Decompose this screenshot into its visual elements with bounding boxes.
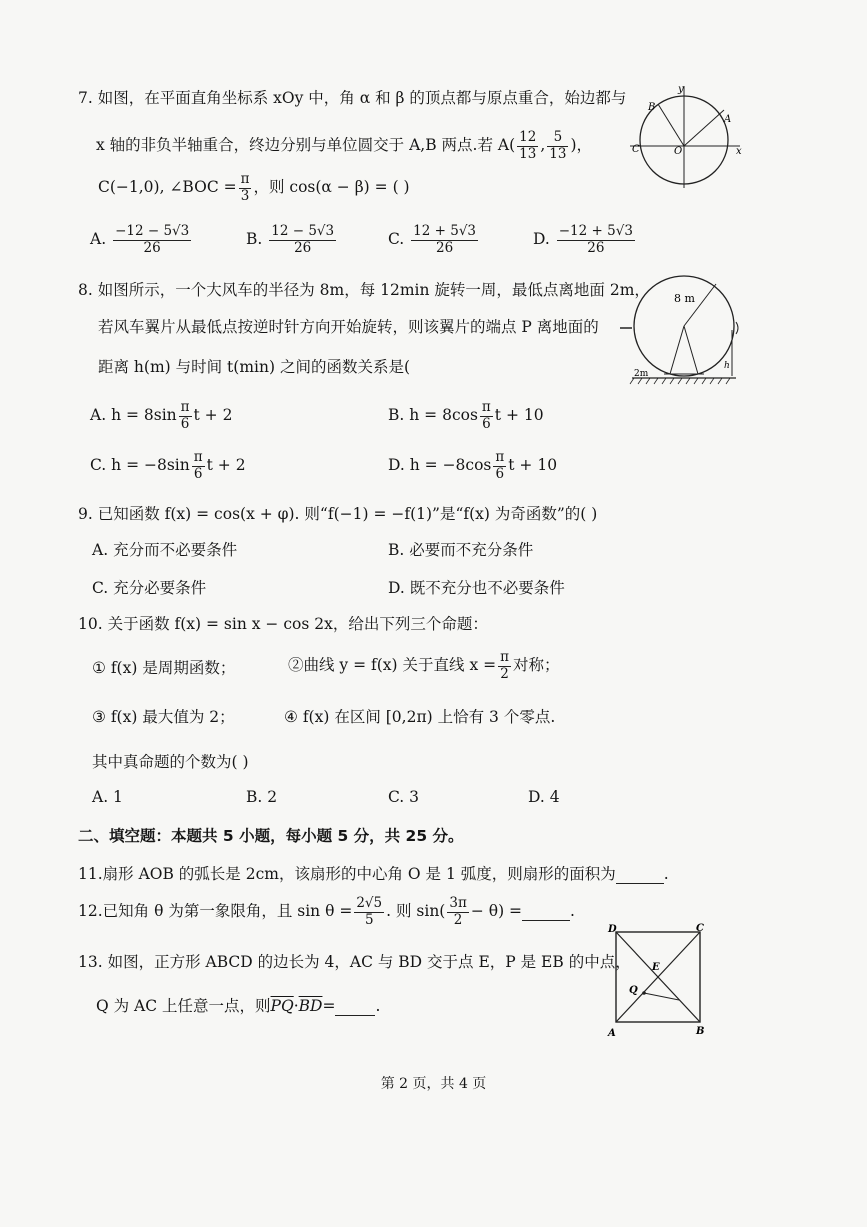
q8-line3: 距离 h(m) 与时间 t(min) 之间的函数关系是( bbox=[98, 358, 410, 376]
q8-fig-label-ground: 2m bbox=[634, 369, 649, 379]
q7-line3: C(−1,0), ∠BOC = $\frac{\pi}{3}$ ，则 cos(α − β) = ( ) bbox=[98, 171, 410, 204]
q13-fig-label-c: C bbox=[696, 923, 704, 934]
q7-option-b[interactable]: B. $\frac{12 - 5√3}{26}$ bbox=[246, 223, 335, 256]
q13-line1: 13. 如图，正方形 ABCD 的边长为 4，AC 与 BD 交于点 E，P 是 EB 的中点， bbox=[78, 953, 631, 971]
q7-line1: 7. 如图，在平面直角坐标系 xOy 中，角 α 和 β 的顶点都与原点重合，始边都与 bbox=[78, 89, 627, 107]
q10-option-c[interactable]: C. 3 bbox=[388, 788, 420, 806]
q10-proposition-4: ④ f(x) 在区间 [0,2π) 上恰有 3 个零点. bbox=[284, 708, 556, 726]
q7-fraction-12-13: $\frac{12}{13}$ bbox=[519, 129, 537, 162]
q8-fig-label-radius: 8 m bbox=[674, 292, 695, 305]
q10-proposition-1: ① f(x) 是周期函数； bbox=[92, 659, 236, 677]
q8-option-c[interactable]: C. h = −8sin $\frac{\pi}{6}$ t + 2 bbox=[90, 449, 246, 482]
q13-answer-blank[interactable] bbox=[335, 997, 375, 1016]
q11-line: 11.扇形 AOB 的弧长是 2cm，该扇形的中心角 O 是 1 弧度，则扇形的面积为 . bbox=[78, 865, 669, 883]
q7-unit-circle-figure bbox=[628, 80, 748, 192]
q7-line2: x 轴的非负半轴重合，终边分别与单位圆交于 A,B 两点.若 A( $\frac{12}{13}$ , $\frac{5}{13}$ )， bbox=[96, 129, 593, 162]
q9-option-b[interactable]: B. 必要而不充分条件 bbox=[388, 541, 534, 559]
q12-line: 12.已知角 θ 为第一象限角，且 sin θ = $\frac{2√5}{5}$ . 则 sin( $\frac{3\pi}{2}$ − θ) = . bbox=[78, 895, 575, 928]
q10-option-a[interactable]: A. 1 bbox=[92, 788, 123, 806]
q8-fig-label-h: h bbox=[724, 361, 730, 371]
q8-line2: 若风车翼片从最低点按逆时针方向开始旋转，则该翼片的端点 P 离地面的 bbox=[98, 318, 599, 336]
q13-square-figure bbox=[604, 920, 712, 1038]
q9-option-c[interactable]: C. 充分必要条件 bbox=[92, 579, 207, 597]
q13-line2: Q 为 AC 上任意一点，则$\overline{PQ}\cdot\overline{BD}=$ . bbox=[96, 997, 381, 1015]
q13-fig-label-b: B bbox=[696, 1026, 705, 1037]
q13-fig-label-q: Q bbox=[629, 985, 638, 996]
q7-option-d[interactable]: D. $\frac{-12 + 5√3}{26}$ bbox=[533, 223, 633, 256]
q7-line2-text: x 轴的非负半轴重合，终边分别与单位圆交于 A,B 两点.若 A( bbox=[96, 136, 516, 155]
q8-option-d[interactable]: D. h = −8cos $\frac{\pi}{6}$ t + 10 bbox=[388, 449, 558, 482]
q13-fig-label-e: E bbox=[652, 962, 660, 973]
q13-fig-label-d: D bbox=[608, 924, 617, 935]
q7-fig-label-a: A bbox=[724, 114, 732, 125]
q8-windmill-figure bbox=[620, 270, 744, 392]
q7-fraction-5-13: $\frac{5}{13}$ bbox=[549, 129, 567, 162]
q8-line1: 8. 如图所示，一个大风车的半径为 8m，每 12min 旋转一周，最低点离地面 2m， bbox=[78, 281, 650, 299]
q10-proposition-2: ②曲线 y = f(x) 关于直线 x = $\frac{\pi}{2}$ 对称； bbox=[288, 649, 560, 682]
q10-proposition-3: ③ f(x) 最大值为 2； bbox=[92, 708, 235, 726]
q13-fig-label-a: A bbox=[608, 1028, 616, 1038]
q7-fraction-pi-3: $\frac{\pi}{3}$ bbox=[240, 171, 250, 204]
q9-option-a[interactable]: A. 充分而不必要条件 bbox=[92, 541, 238, 559]
vector-bd: $\overline{BD}$ bbox=[298, 997, 323, 1015]
q7-option-c[interactable]: C. $\frac{12 + 5√3}{26}$ bbox=[388, 223, 477, 256]
q7-fig-label-x: x bbox=[736, 146, 742, 157]
section-fill-in-heading: 二、填空题：本题共 5 小题，每小题 5 分，共 25 分。 bbox=[78, 827, 464, 845]
q10-question: 其中真命题的个数为( ) bbox=[92, 753, 249, 771]
page-footer: 第 2 页，共 4 页 bbox=[380, 1076, 487, 1092]
q9-line1: 9. 已知函数 f(x) = cos(x + φ). 则“f(−1) = −f(1)”是“f(x) 为奇函数”的( ) bbox=[78, 505, 598, 523]
q8-option-b[interactable]: B. h = 8cos $\frac{\pi}{6}$ t + 10 bbox=[388, 399, 544, 432]
q7-fig-label-o: O bbox=[674, 146, 683, 157]
q12-answer-blank[interactable] bbox=[522, 902, 570, 921]
q9-option-d[interactable]: D. 既不充分也不必要条件 bbox=[388, 579, 565, 597]
q10-line1: 10. 关于函数 f(x) = sin x − cos 2x，给出下列三个命题： bbox=[78, 615, 488, 633]
q7-fig-label-b: B bbox=[648, 102, 656, 113]
vector-pq: $\overline{PQ}$ bbox=[270, 997, 294, 1015]
q8-option-a[interactable]: A. h = 8sin $\frac{\pi}{6}$ t + 2 bbox=[90, 399, 233, 432]
q7-fig-label-y: y bbox=[678, 84, 684, 95]
q11-answer-blank[interactable] bbox=[616, 865, 664, 884]
q10-option-d[interactable]: D. 4 bbox=[528, 788, 560, 806]
q7-fig-label-c: C bbox=[632, 144, 640, 155]
q7-option-a[interactable]: A. $\frac{-12 - 5√3}{26}$ bbox=[90, 223, 190, 256]
q10-option-b[interactable]: B. 2 bbox=[246, 788, 278, 806]
